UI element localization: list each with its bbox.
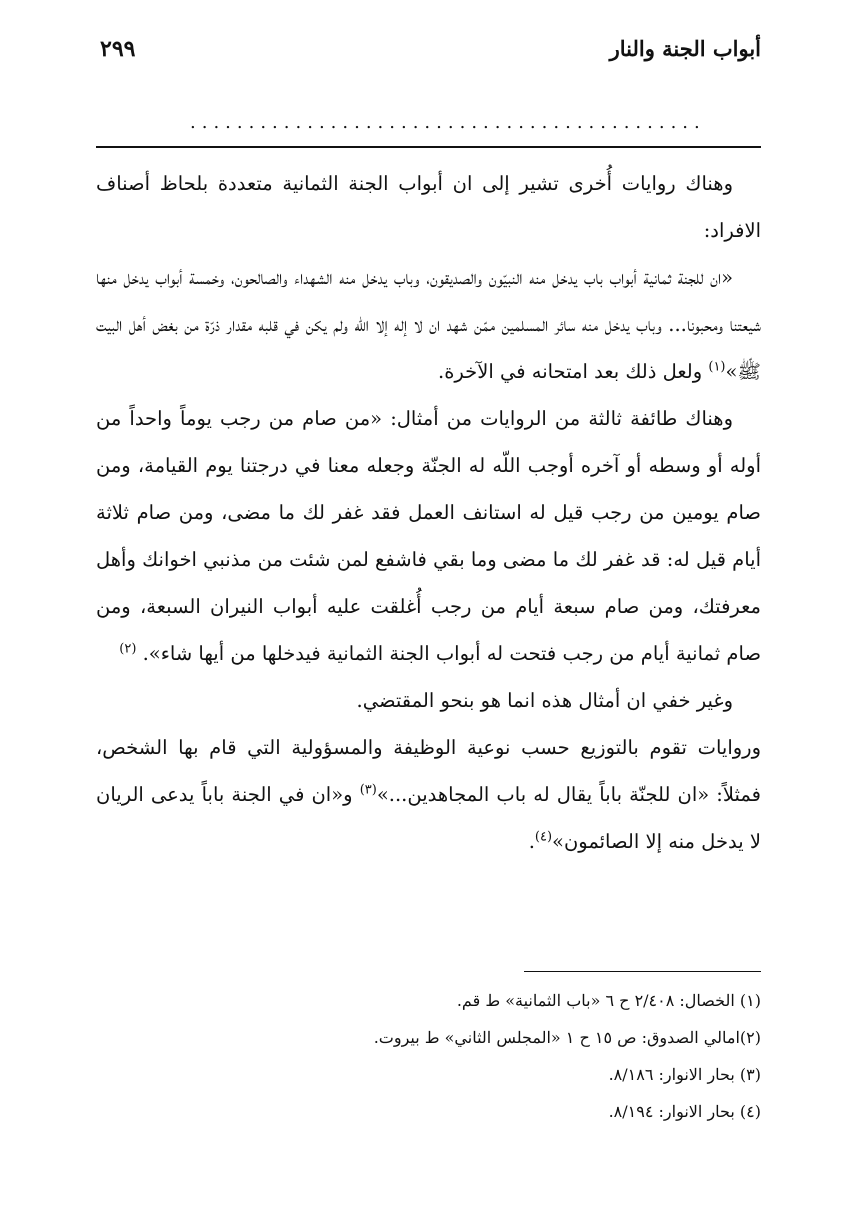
footnote-1: (١) الخصال: ٢/٤٠٨ ح ٦ «باب الثمانية» ط قم. <box>456 991 761 1010</box>
quote-text-2: و«ان في الجنة باباً يدعى الريان لا يدخل منه إلا الصائمون» <box>96 783 761 853</box>
footnote-ref-2: (٢) <box>119 641 137 657</box>
main-text <box>96 160 761 865</box>
footnote-rule <box>524 971 761 972</box>
paragraph-1: وهناك روايات أُخرى تشير إلى ان أبواب الجنة الثمانية متعددة بلحاظ أصناف الافراد: <box>96 172 761 242</box>
paragraph-5 <box>96 724 761 865</box>
footnote-2: (٢)امالي الصدوق: ص ١٥ ح ١ «المجلس الثاني» ط بيروت. <box>373 1028 761 1047</box>
paragraph-2-tail: ولعل ذلك بعد امتحانه في الآخرة. <box>438 360 709 383</box>
page-number: ٢٩٩ <box>100 36 136 62</box>
footnote-ref-1: (١) <box>708 359 726 375</box>
footnote-ref-4: (٤) <box>534 829 553 845</box>
footnote-4: (٤) بحار الانوار: ٨/١٩٤. <box>608 1102 761 1121</box>
paragraph-4: وغير خفي ان أمثال هذه انما هو بنحو المقتضي. <box>356 689 733 712</box>
paragraph-2 <box>96 254 761 395</box>
header-rule <box>96 146 761 148</box>
footnotes <box>96 982 761 1130</box>
dotted-separator: ............................................ <box>190 112 706 133</box>
footnote-3: (٣) بحار الانوار: ٨/١٨٦. <box>608 1065 761 1084</box>
quote-text: وروايات تقوم بالتوزيع حسب نوعية الوظيفة والمسؤولية التي قام بها الشخص، فمثلاً: «ان للجنّة باباً يقال له باب المجاهدين...» <box>96 736 761 806</box>
quote-text: «ان للجنة ثمانية أبواب باب يدخل منه النبيّون والصديقون، وباب يدخل منه الشهداء والصالحون، وخمسة أبواب يدخل منها شيعتنا ومحبونا... وباب يدخل منه سائر المسلمين ممّن شهد ان لا إله إلا اللّه ولم يكن في قلبه مقدار ذرّة من بغض أهل البيت ﷺ» <box>96 266 761 383</box>
paragraph-5-end: . <box>528 830 535 853</box>
quote-text: وهناك طائفة ثالثة من الروايات من أمثال: «من صام من رجب يوماً واحداً من أوله أو وسطه أو آخره أوجب اللّه له الجنّة وجعله معنا في درجتنا يوم القيامة، ومن صام يومين من رجب قيل له استانف العمل فقد غفر لك ما مضى، ومن صام ثلاثة أيام قيل له: قد غفر لك ما مضى وما بقي فاشفع لمن شئت من مذنبي اخوانك وأهل معرفتك، ومن صام سبعة أيام من رجب أُغلقت عليه أبواب النيران السبعة، ومن صام ثمانية أيام من رجب فتحت له أبواب الجنة الثمانية فيدخلها من أيها شاء». <box>96 407 761 665</box>
running-title: أبواب الجنة والنار <box>609 36 761 61</box>
footnote-ref-3: (٣) <box>359 782 377 798</box>
paragraph-3 <box>96 395 761 677</box>
